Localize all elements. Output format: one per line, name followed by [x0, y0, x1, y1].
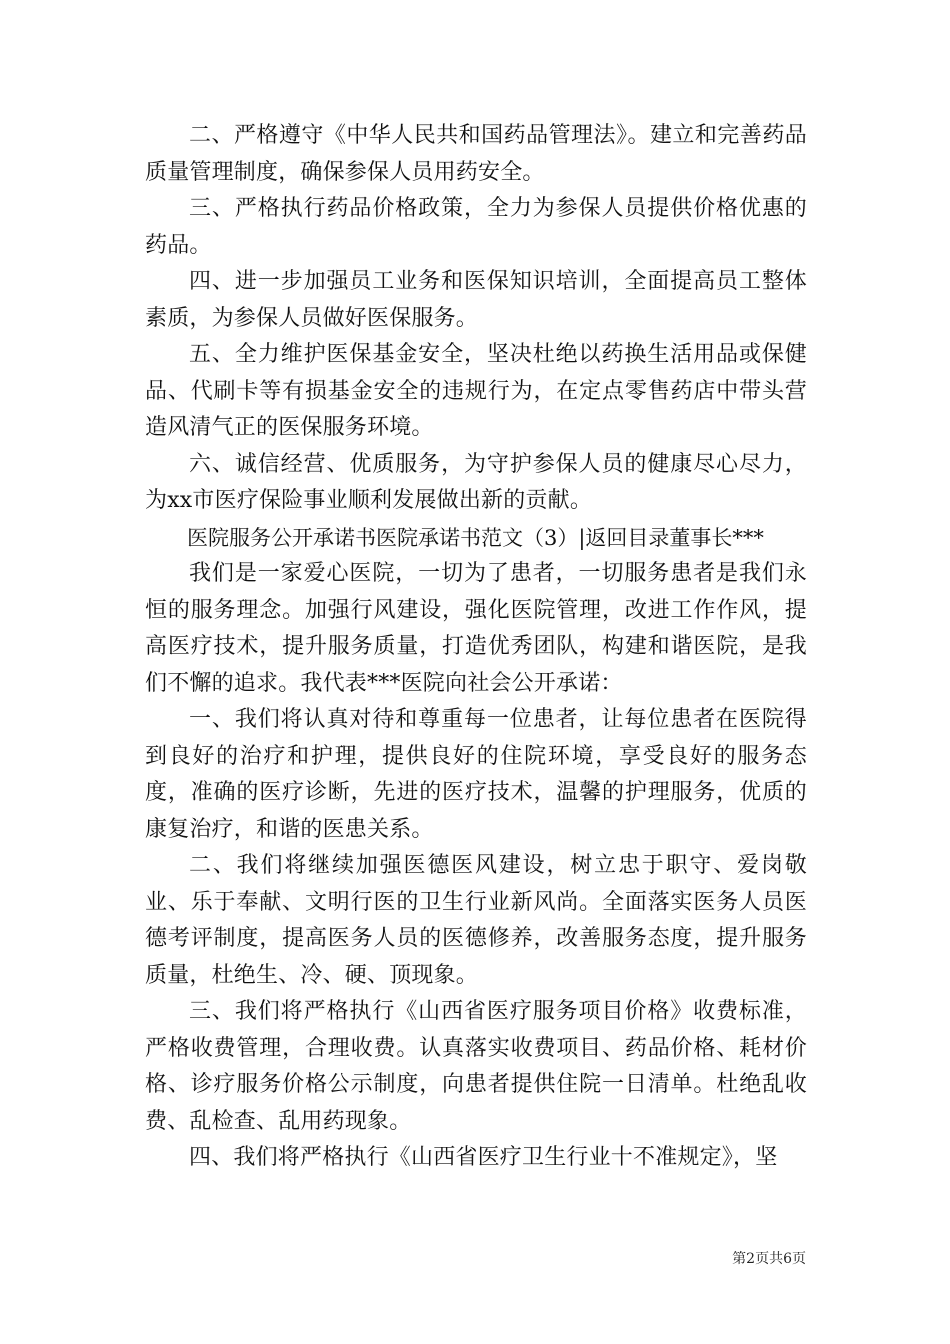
page-number: 第2页共6页	[732, 1251, 806, 1267]
paragraph-article-2: 二、严格遵守《中华人民共和国药品管理法》。建立和完善药品质量管理制度，确保参保人员用药安全。	[145, 123, 807, 185]
paragraph-commitment-4: 四、我们将严格执行《山西省医疗卫生行业十不准规定》，坚	[189, 1145, 778, 1170]
paragraph-article-6: 六、诚信经营、优质服务，为守护参保人员的健康尽心尽力，为xx市医疗保险事业顺利发展做出新的贡献。	[145, 451, 807, 513]
document-body	[145, 118, 807, 1177]
paragraph-article-3: 三、严格执行药品价格政策，全力为参保人员提供价格优惠的药品。	[145, 196, 807, 258]
paragraph-article-4: 四、进一步加强员工业务和医保知识培训，全面提高员工整体素质，为参保人员做好医保服务。	[145, 269, 807, 331]
paragraph-commitment-2: 二、我们将继续加强医德医风建设，树立忠于职守、爱岗敬业、乐于奉献、文明行医的卫生行业新风尚。全面落实医务人员医德考评制度，提高医务人员的医德修养，改善服务态度，提升服务质量，杜绝生、冷、硬、顶现象。	[145, 853, 807, 988]
section-title-link[interactable]: 医院服务公开承诺书医院承诺书范文（3）|返回目录董事长***	[187, 525, 764, 550]
paragraph-article-5: 五、全力维护医保基金安全，坚决杜绝以药换生活用品或保健品、代刷卡等有损基金安全的违规行为，在定点零售药店中带头营造风清气正的医保服务环境。	[145, 342, 807, 440]
paragraph-intro: 我们是一家爱心医院，一切为了患者，一切服务患者是我们永恒的服务理念。加强行风建设，强化医院管理，改进工作作风，提高医疗技术，提升服务质量，打造优秀团队，构建和谐医院，是我们不懈的追求。我代表***医院向社会公开承诺：	[145, 561, 807, 696]
paragraph-commitment-1: 一、我们将认真对待和尊重每一位患者，让每位患者在医院得到良好的治疗和护理，提供良好的住院环境，享受良好的服务态度，准确的医疗诊断，先进的医疗技术，温馨的护理服务，优质的康复治疗，和谐的医患关系。	[145, 707, 807, 842]
paragraph-commitment-3: 三、我们将严格执行《山西省医疗服务项目价格》收费标准，严格收费管理，合理收费。认真落实收费项目、药品价格、耗材价格、诊疗服务价格公示制度，向患者提供住院一日清单。杜绝乱收费、乱检查、乱用药现象。	[145, 999, 807, 1134]
